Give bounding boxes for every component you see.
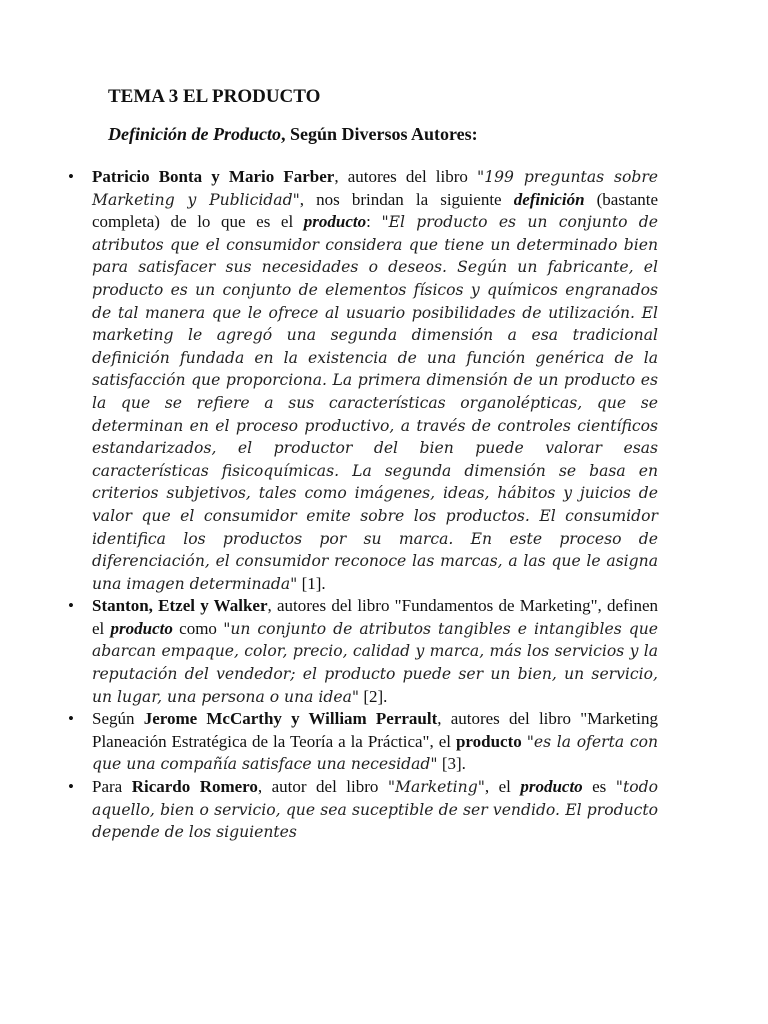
bullet-icon: •	[68, 777, 74, 797]
subtitle-italic: Definición de Producto	[108, 124, 281, 144]
quote: "todo aquello, bien o servicio, que sea suceptible de ser vendido. El producto depende de los siguientes	[92, 778, 658, 842]
reference: [1].	[297, 573, 326, 593]
reference: [3].	[437, 754, 466, 774]
term: definición	[513, 189, 585, 209]
term: producto	[110, 618, 173, 638]
book-title: "Marketing"	[387, 778, 485, 797]
term: producto	[303, 212, 367, 232]
text: , autores del libro "Marketing Planeación Estratégica de la Teoría a la Práctica", el	[92, 709, 658, 751]
text: , autor del libro	[257, 777, 388, 797]
quote: "es la oferta con que una compañía satisface una necesidad"	[92, 732, 658, 774]
term: producto	[520, 777, 583, 797]
text: , el	[484, 777, 521, 797]
definitions-list	[68, 166, 659, 844]
text: , nos brindan la siguiente	[299, 189, 514, 209]
quote: "un conjunto de atributos tangibles e intangibles que abarcan empaque, color, precio, calidad y marca, más los servicios y la reputación del vendedor; el producto puede ser un bien, un servicio, un lugar, una persona o una idea"	[92, 619, 658, 706]
quote: "El producto es un conjunto de atributos que el consumidor considera que tiene un determinado bien para satisfacer sus necesidades o deseos. Según un fabricante, el producto es un conjunto de elementos físicos y químicos engranados de tal manera que le ofrece al usuario posibilidades de utilización. El marketing le agregó una segunda dimensión a esa tradicional definición fundada en la existencia de una función genérica de la satisfacción que proporciona. La primera dimensión de un producto es la que se refiere a sus características organolépticas, que se determinan en el proceso productivo, a través de controles científicos estandarizados, el productor del bien puede valorar esas características fisicoquímicas. La segunda dimensión se basa en criterios subjetivos, tales como imágenes, ideas, hábitos y juicios de valor que el consumidor emite sobre los productos. El consumidor identifica los productos por su marca. En este proceso de diferenciación, el consumidor reconoce las marcas, a las que le asigna una imagen determinada"	[92, 213, 658, 593]
text: como	[172, 618, 224, 638]
text: , autores del libro "Fundamentos de Marketing", definen el	[92, 596, 658, 638]
list-item	[68, 166, 659, 595]
text: Para	[92, 777, 132, 797]
text: :	[366, 212, 382, 232]
text: , autores del libro	[334, 167, 478, 186]
reference: [2].	[359, 686, 388, 706]
text: Según	[92, 709, 144, 729]
page-title: TEMA 3 EL PRODUCTO	[108, 86, 321, 107]
subtitle-rest: , Según Diversos Autores:	[281, 124, 478, 144]
authors: Jerome McCarthy y William Perrault	[143, 709, 438, 729]
term: producto	[455, 731, 522, 751]
bullet-icon: •	[68, 709, 74, 729]
authors: Ricardo Romero	[131, 777, 258, 797]
section-subtitle	[108, 124, 478, 145]
text: es	[582, 777, 616, 797]
list-item	[68, 708, 658, 776]
authors: Patricio Bonta y Mario Farber	[92, 167, 335, 186]
list-item	[68, 776, 658, 844]
text: (bastante completa) de lo que es el	[92, 189, 659, 232]
list-item	[68, 595, 658, 708]
authors: Stanton, Etzel y Walker	[92, 596, 268, 616]
book-title: "199 preguntas sobre Marketing y Publicidad"	[92, 168, 658, 209]
bullet-icon: •	[68, 596, 74, 616]
bullet-icon: •	[68, 167, 74, 186]
